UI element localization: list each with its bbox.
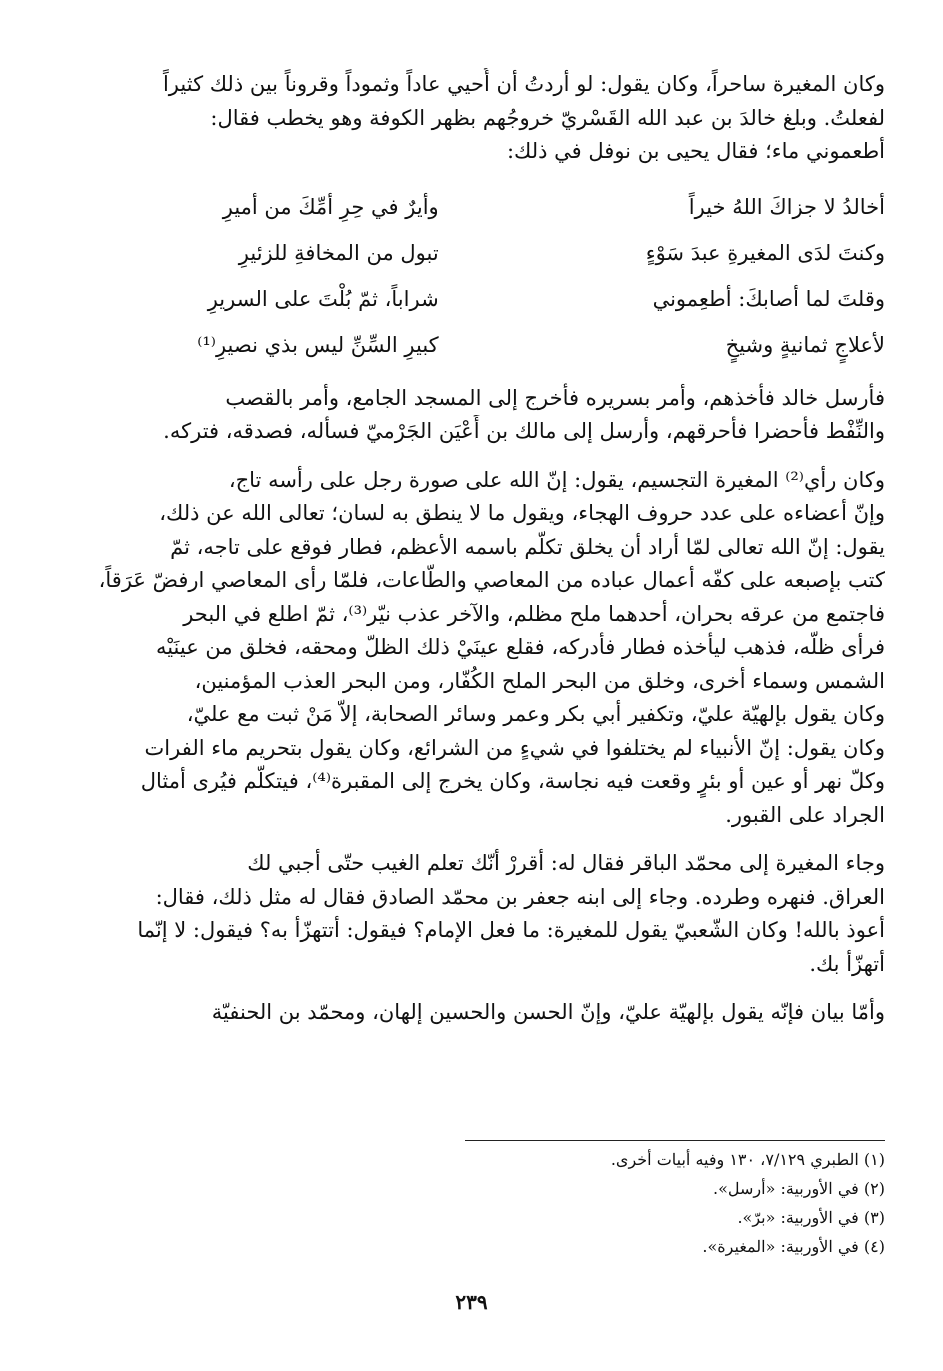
text-line: فرأى ظلّه، فذهب ليأخذه فطار فأدركه، فقلع عينَيْ ذلك الظلّ ومحقه، فخلق من عينَيْه — [155, 635, 885, 659]
text-line: وجاء المغيرة إلى محمّد الباقر فقال له: أقررْ أنّك تعلم الغيب حتّى أجبي لك — [247, 851, 885, 875]
footnote: (٢) في الأوربية: «أرسل». — [713, 1179, 885, 1198]
paragraph-2 — [58, 382, 885, 449]
page-number: ٢٣٩ — [455, 1290, 488, 1314]
text-line: العراق. فنهره وطرده. وجاء إلى ابنه جعفر بن محمّد الصادق فقال له مثل ذلك، فقال: — [155, 884, 885, 909]
text-line: كتب بإصبعه على كفّه أعمال عباده من المعاصي والطّاعات، فلمّا رأى المعاصي ارفضّ عَرَقاً، — [98, 568, 885, 592]
text-line: الشمس وسماء أخرى، وخلق من البحر الملح الكُفّار، ومن البحر العذب المؤمنين، — [194, 668, 885, 693]
verse-first-hemistich: أخالدُ لا جزاكَ اللهُ خيراً — [688, 194, 885, 219]
text-line: أعوذ بالله! وكان الشّعبيّ يقول للمغيرة: ما فعل الإمام؟ فيقول: أتتهزّأ به؟ فيقول: لا إنّما — [137, 918, 885, 942]
poem-verse — [58, 230, 885, 276]
text-line: وكان رأي⁽²⁾ المغيرة التجسيم، يقول: إنّ الله على صورة رجل على رأسه تاج، — [228, 467, 885, 492]
verse-first-hemistich: لأعلاجٍ ثمانيةٍ وشيخٍ — [725, 332, 885, 357]
verse-second-hemistich: وأيرٌ في حِرِ أمِّكَ من أميرِ — [222, 194, 439, 219]
verse-second-hemistich: شراباً، ثمّ بُلْتَ على السريرِ — [207, 286, 439, 311]
text-line: لفعلتُ. وبلغ خالدَ بن عبد الله القَسْريّ خروجُهم بظهر الكوفة وهو يخطب فقال: — [210, 105, 885, 130]
footnote: (٤) في الأوربية: «المغيرة». — [702, 1237, 885, 1256]
poem-verse — [58, 322, 885, 368]
text-line: وأمّا بيان فإنّه يقول بإلهيّة عليّ، وإنّ الحسن والحسين إلهان، ومحمّد بن الحنفيّة — [211, 1000, 885, 1024]
paragraph-1 — [58, 68, 885, 169]
poem-verse — [58, 184, 885, 230]
verse-first-hemistich: وقلتَ لما أصابكَ: أطعِموني — [652, 286, 885, 311]
verse-first-hemistich: وكنتَ لدَى المغيرةِ عبدَ سَوْءٍ — [645, 240, 885, 265]
footnote-divider — [465, 1140, 885, 1141]
text-line: فاجتمع من عرقه بحران، أحدهما ملح مظلم، والآخر عذب نيّر⁽³⁾، ثمّ اطلع في البحر — [183, 601, 885, 626]
paragraph-3 — [58, 464, 885, 833]
text-line: أتهزّأ بك. — [809, 951, 885, 976]
footnote: (٣) في الأوربية: «برّ». — [737, 1208, 885, 1227]
text-line: وكان يقول بإلهيّة عليّ، وتكفير أبي بكر وعمر وسائر الصحابة، إلاّ مَنْ ثبت مع عليّ، — [186, 702, 885, 726]
text-line: وكان المغيرة ساحراً، وكان يقول: لو أردتُ أن أُحيي عاداً وثموداً وقروناً بين ذلك كثيراً — [162, 72, 885, 96]
text-line: أطعموني ماء؛ فقال يحيى بن نوفل في ذلك: — [506, 139, 885, 163]
text-line: الجراد على القبور. — [725, 802, 885, 827]
text-line: فأرسل خالد فأخذهم، وأمر بسريره فأُخرج إلى المسجد الجامع، وأمر بالقصب — [225, 385, 885, 410]
text-line: والنِّفْط فأُحضرا فأحرقهم، وأرسل إلى مالك بن أَعْيَن الجَرْميّ فسأله، فصدقه، فتركه. — [163, 419, 885, 443]
text-line: وكلّ نهر أو عين أو بئرٍ وقعت فيه نجاسة، وكان يخرج إلى المقبرة⁽⁴⁾، فيتكلّم فيُرى أمثال — [140, 769, 885, 793]
paragraph-5 — [58, 996, 885, 1030]
text-line: وإنّ أعضاءه على عدد حروف الهجاء، ويقول ما لا ينطق به لسان؛ تعالى الله عن ذلك، — [159, 501, 885, 525]
verse-second-hemistich: كبيرِ السِّنِّ ليس بذي نصيرِ⁽¹⁾ — [197, 332, 439, 357]
poem — [58, 184, 885, 368]
footnotes — [58, 1145, 885, 1261]
verse-second-hemistich: تبول من المخافةِ للزئيرِ — [238, 240, 439, 265]
text-line: يقول: إنّ الله تعالى لمّا أراد أن يخلق تكلّم باسمه الأعظم، فطار فوقع على تاجه، ثمّ — [170, 534, 885, 559]
poem-verse — [58, 276, 885, 322]
paragraph-4 — [58, 847, 885, 981]
text-line: وكان يقول: إنّ الأنبياء لم يختلفوا في شيءٍ من الشرائع، وكان يقول بتحريم ماء الفرات — [144, 735, 885, 760]
footnote: (١) الطبري ٧/١٢٩، ١٣٠ وفيه أبيات أخرى. — [610, 1150, 885, 1169]
